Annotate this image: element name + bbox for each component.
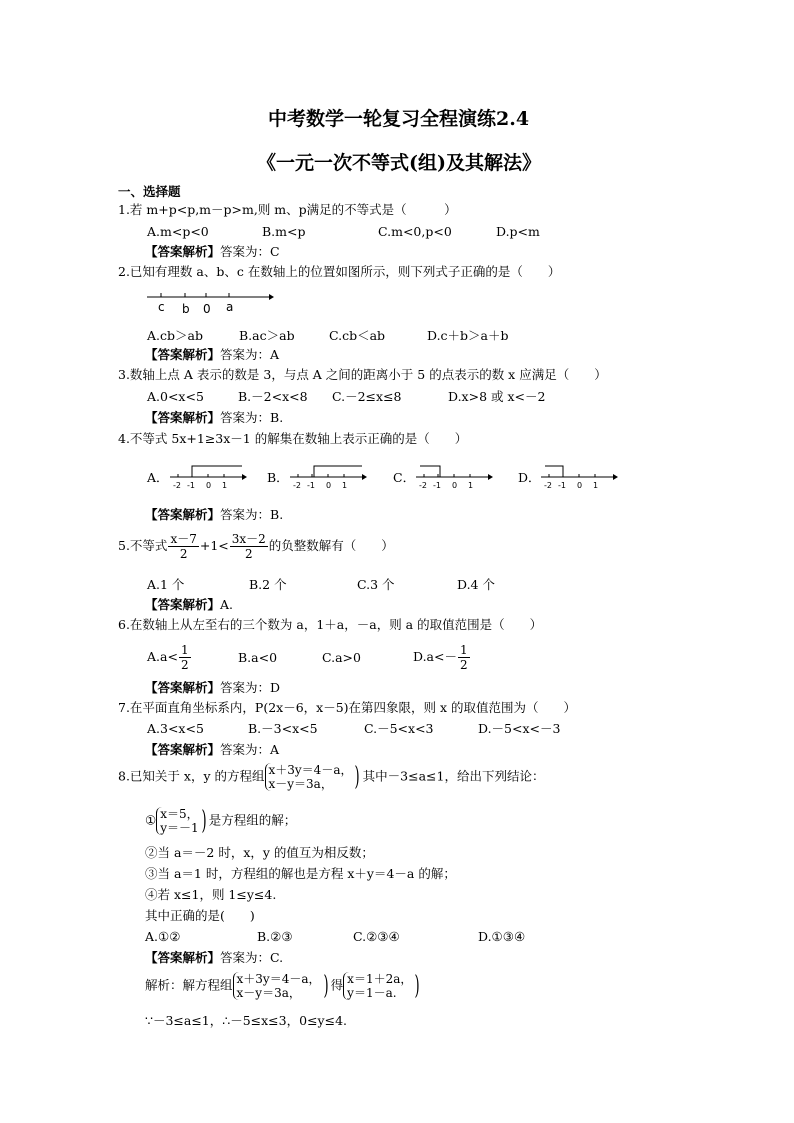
- answer-text: A.: [220, 597, 234, 612]
- q5-option-c: C.3 个: [357, 577, 395, 592]
- answer-text: 答案为：A: [220, 742, 280, 757]
- tick-label: -1: [433, 481, 441, 490]
- question-2-stem: 2.已知有理数 a、b、c 在数轴上的位置如图所示，则下列式子正确的是（ ）: [118, 264, 561, 279]
- section-heading: 一、选择题: [118, 184, 181, 199]
- q8-solution: [145, 972, 423, 1000]
- q2-option-b: B.ac＞ab: [239, 328, 295, 343]
- tick-label: -1: [187, 481, 195, 490]
- q4-option-d-label: D．: [518, 470, 541, 485]
- half-fraction: [179, 643, 191, 672]
- q7-answer: [145, 742, 279, 758]
- equation-line: x－y＝3a，: [268, 777, 333, 791]
- q8-c1-post: 是方程组的解；: [208, 812, 297, 828]
- q5-option-d: D.4 个: [457, 577, 495, 592]
- answer-label: 【答案解析】: [145, 507, 221, 522]
- q4-option-c-line: [414, 460, 494, 490]
- q5-fraction-2: [230, 532, 268, 561]
- answer-label: 【答案解析】: [145, 244, 221, 259]
- q4-option-d-line: [539, 460, 619, 490]
- q2-number-line: [145, 287, 275, 315]
- q1-option-b: B.m<p: [262, 224, 306, 239]
- question-5-stem: [118, 532, 394, 561]
- q2-label-c: c: [158, 300, 165, 314]
- tick-label: 1: [342, 481, 348, 490]
- answer-label: 【答案解析】: [145, 347, 221, 362]
- answer-label: 【答案解析】: [145, 410, 221, 425]
- question-1-stem: 1.若 m+p<p,m－p>m,则 m、p满足的不等式是（ ）: [118, 202, 457, 217]
- tick-label: -1: [307, 481, 315, 490]
- q8-option-d: D.①③④: [478, 929, 526, 944]
- q8-conclusion-1: [145, 807, 296, 835]
- equation-line: x－y＝3a，: [236, 986, 301, 1000]
- page-subtitle: 《一元一次不等式(组)及其解法》: [257, 152, 541, 174]
- q4-option-c-label: C．: [393, 470, 416, 485]
- q7-option-b: B.－3<x<5: [248, 721, 318, 736]
- fraction-numerator: x－7: [170, 532, 197, 546]
- q5-option-a: A.1 个: [147, 577, 185, 592]
- answer-label: 【答案解析】: [145, 680, 221, 695]
- fraction-numerator: 1: [459, 643, 468, 657]
- answer-text: 答案为：A: [220, 347, 280, 362]
- q3-answer: [145, 410, 283, 426]
- tick-label: -2: [293, 481, 301, 490]
- question-8-stem: [118, 763, 544, 791]
- half-fraction: [458, 643, 470, 672]
- answer-text: 答案为：D: [220, 680, 281, 695]
- equation-line: x＝5，: [160, 807, 199, 821]
- q6-option-c: C.a>0: [322, 650, 361, 665]
- q8-conclusion-4: ④若 x≤1，则 1≤y≤4.: [145, 887, 277, 902]
- fraction-numerator: 3x－2: [231, 532, 266, 546]
- q2-label-a: a: [226, 300, 234, 314]
- q8-pre: 8.已知关于 x，y 的方程组: [118, 768, 265, 784]
- equation-line: y＝－1: [160, 821, 199, 835]
- equation-line: x＝1＋2a，: [347, 972, 413, 986]
- q6-option-a-text: A.a<: [147, 649, 178, 664]
- q7-option-d: D.－5<x<－3: [478, 721, 561, 736]
- q8-conclusion-2: ②当 a＝－2 时，x，y 的值互为相反数；: [145, 845, 374, 860]
- system-close: ): [414, 971, 420, 1001]
- q8-option-c: C.②③④: [353, 929, 400, 944]
- q5-mid: +1<: [199, 538, 229, 553]
- answer-label: 【答案解析】: [145, 742, 221, 757]
- q5-option-b: B.2 个: [249, 577, 287, 592]
- answer-label: 【答案解析】: [145, 950, 221, 965]
- q2-option-a: A.cb＞ab: [147, 328, 203, 343]
- q8-answer: [145, 950, 283, 966]
- tick-label: 0: [206, 481, 212, 490]
- q2-label-b: b: [182, 302, 190, 315]
- q8-equation-system: [265, 763, 353, 791]
- q1-option-a: A.m<p<0: [147, 224, 209, 239]
- tick-label: -2: [419, 481, 427, 490]
- fraction-numerator: 1: [180, 643, 189, 657]
- answer-text: 答案为：B.: [220, 507, 284, 522]
- tick-label: -1: [558, 481, 566, 490]
- equation-line: x＋3y＝4－a，: [268, 763, 353, 777]
- tick-label: -2: [173, 481, 181, 490]
- tick-label: 0: [577, 481, 583, 490]
- q8-post: 其中－3≤a≤1，给出下列结论：: [362, 768, 545, 784]
- tick-label: 1: [468, 481, 474, 490]
- q8-c1-pre: ①: [145, 812, 157, 828]
- q8-c1-system: [156, 807, 198, 835]
- answer-text: 答案为：C: [220, 244, 280, 259]
- q8-solution-system: [233, 972, 321, 1000]
- q8-option-b: B.②③: [257, 929, 293, 944]
- q5-fraction-1: [168, 532, 198, 561]
- q4-option-a-line: [168, 460, 248, 490]
- equation-line: x＋3y＝4－a，: [236, 972, 321, 986]
- page-title: 中考数学一轮复习全程演练2.4: [268, 108, 530, 130]
- q1-option-c: C.m<0,p<0: [378, 224, 452, 239]
- q8-solution-mid: 得: [330, 977, 344, 993]
- q3-option-b: B.－2<x<8: [238, 389, 308, 404]
- q6-option-d: [413, 643, 471, 672]
- q8-solution-conclusion: ∵－3≤a≤1，∴－5≤x≤3，0≤y≤4.: [145, 1013, 348, 1028]
- fraction-denominator: 2: [459, 658, 468, 672]
- tick-label: -2: [544, 481, 552, 490]
- q8-question: 其中正确的是( ): [145, 908, 255, 923]
- q4-answer: [145, 507, 283, 523]
- q1-answer: [145, 244, 280, 260]
- question-4-stem: 4.不等式 5x+1≥3x－1 的解集在数轴上表示正确的是（ ）: [118, 431, 468, 446]
- q4-option-b-line: [288, 460, 368, 490]
- tick-label: 1: [593, 481, 599, 490]
- answer-label: 【答案解析】: [145, 597, 221, 612]
- equation-line: y＝1－a.: [347, 986, 397, 1000]
- answer-text: 答案为：B.: [220, 410, 284, 425]
- q8-result-system: [343, 972, 412, 1000]
- q4-option-a-label: A．: [147, 470, 169, 485]
- answer-text: 答案为：C.: [220, 950, 284, 965]
- q2-option-d: D.c＋b＞a＋b: [427, 328, 509, 343]
- q8-option-a: A.①②: [145, 929, 181, 944]
- q5-post: 的负整数解有（ ）: [268, 538, 394, 553]
- fraction-denominator: 2: [244, 547, 253, 561]
- q7-option-c: C.－5<x<3: [364, 721, 434, 736]
- system-close: ): [201, 806, 207, 836]
- q5-answer: [145, 597, 233, 613]
- q6-answer: [145, 680, 280, 696]
- question-3-stem: 3.数轴上点 A 表示的数是 3，与点 A 之间的距离小于 5 的点表示的数 x 应满足（ ）: [118, 367, 607, 382]
- q1-option-d: D.p<m: [496, 224, 540, 239]
- q2-label-0: 0: [203, 302, 211, 315]
- q2-answer: [145, 347, 279, 363]
- q6-option-b: B.a<0: [238, 650, 278, 665]
- q3-option-c: C.－2≤x≤8: [332, 389, 402, 404]
- system-close: ): [323, 971, 329, 1001]
- q8-solution-pre: 解析：解方程组: [145, 977, 233, 993]
- q4-option-b-label: B．: [267, 470, 289, 485]
- q6-option-d-text: D.a<－: [413, 649, 457, 664]
- question-6-stem: 6.在数轴上从左至右的三个数为 a，1＋a，－a，则 a 的取值范围是（ ）: [118, 617, 543, 632]
- tick-label: 0: [326, 481, 332, 490]
- fraction-denominator: 2: [179, 547, 188, 561]
- question-7-stem: 7.在平面直角坐标系内，P(2x－6，x－5)在第四象限，则 x 的取值范围为（ ）: [118, 700, 577, 715]
- q7-option-a: A.3<x<5: [147, 721, 204, 736]
- system-close: ): [355, 762, 361, 792]
- tick-label: 0: [452, 481, 458, 490]
- fraction-denominator: 2: [180, 658, 189, 672]
- tick-label: 1: [222, 481, 228, 490]
- q2-option-c: C.cb＜ab: [329, 328, 386, 343]
- q3-option-d: D.x>8 或 x<－2: [448, 389, 546, 404]
- q3-option-a: A.0<x<5: [147, 389, 204, 404]
- q6-option-a: [147, 643, 192, 672]
- q8-conclusion-3: ③当 a＝1 时，方程组的解也是方程 x＋y＝4－a 的解；: [145, 866, 456, 881]
- q5-pre: 5.不等式: [118, 538, 168, 553]
